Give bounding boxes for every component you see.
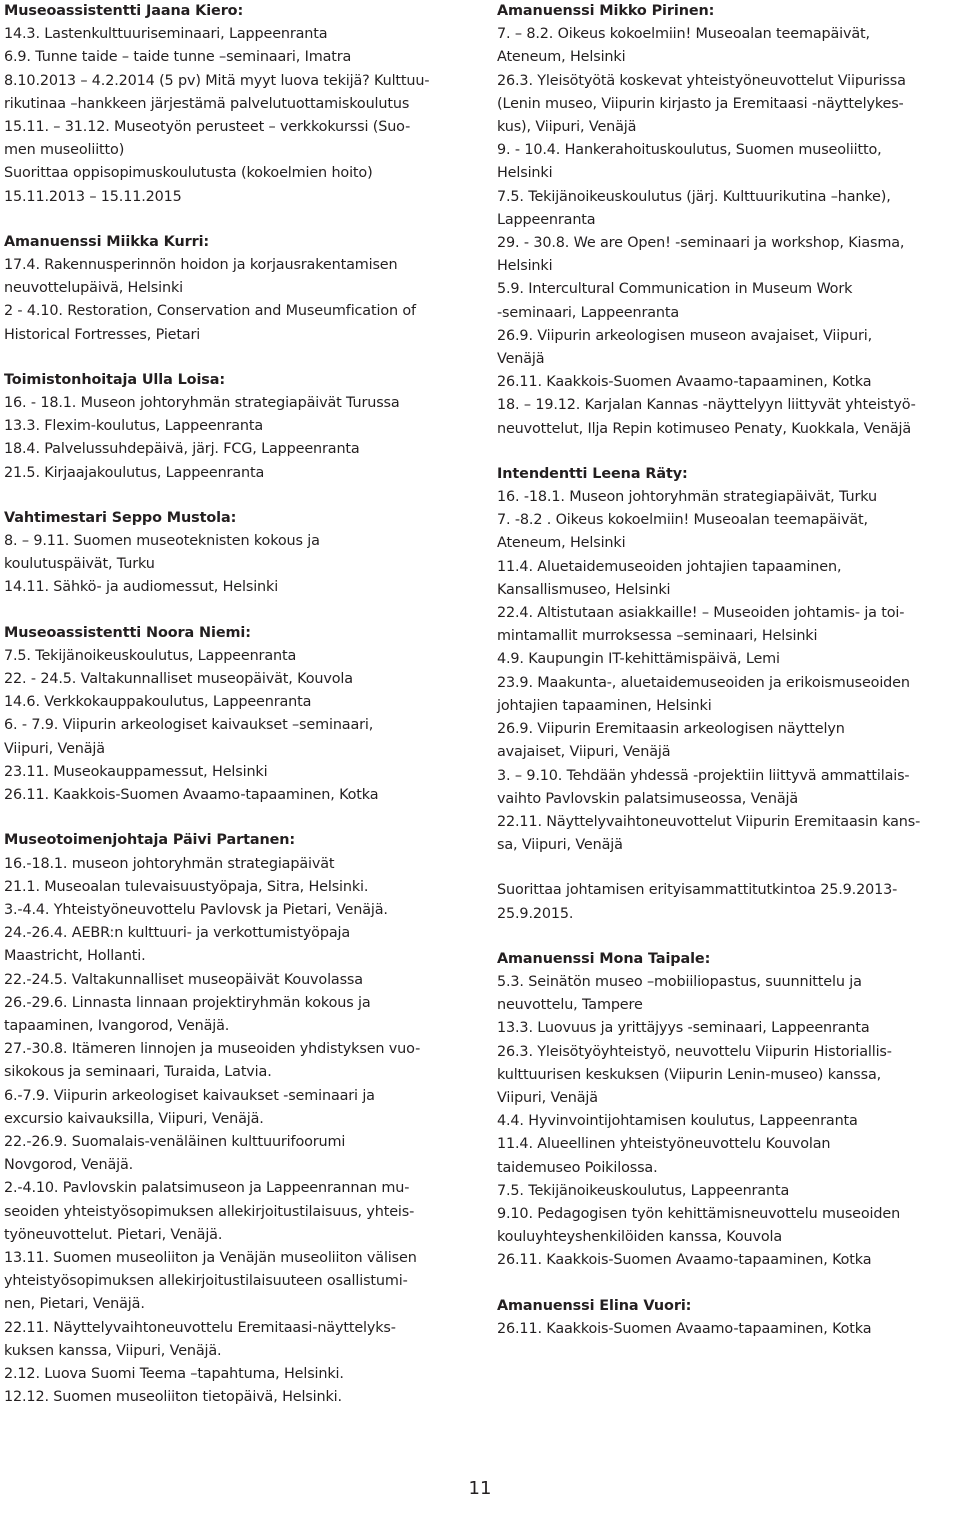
event-line: Venäjä <box>497 351 545 368</box>
event-line: 6. - 7.9. Viipurin arkeologiset kaivaukset –seminaari, <box>4 717 374 734</box>
event-line: nen, Pietari, Venäjä. <box>4 1296 145 1313</box>
event-line: kus), Viipuri, Venäjä <box>497 119 637 136</box>
event-line: 14.6. Verkkokauppakoulutus, Lappeenranta <box>4 694 312 711</box>
event-line: 14.11. Sähkö- ja audiomessut, Helsinki <box>4 579 279 596</box>
event-line: 3. – 9.10. Tehdään yhdessä -projektiin liittyvä ammattilais- <box>497 767 910 784</box>
event-line: 4.9. Kaupungin IT-kehittämispäivä, Lemi <box>497 651 780 668</box>
event-line: excursio kaivauksilla, Viipuri, Venäjä. <box>4 1110 264 1127</box>
event-line: 7. -8.2 . Oikeus kokoelmiin! Museoalan teemapäivät, <box>497 512 868 529</box>
event-line: 15.11. – 31.12. Museotyön perusteet – verkkokurssi (Suo- <box>4 119 411 136</box>
event-line: 26.11. Kaakkois-Suomen Avaamo-tapaaminen, Kotka <box>497 1320 872 1337</box>
event-line: 13.3. Luovuus ja yrittäjyys -seminaari, Lappeenranta <box>497 1020 870 1037</box>
event-line: (Lenin museo, Viipurin kirjasto ja Eremitaasi -näyttelykes- <box>497 95 904 112</box>
event-line: 3.-4.4. Yhteistyöneuvottelu Pavlovsk ja Pietari, Venäjä. <box>4 901 388 918</box>
staff-section <box>4 829 476 1409</box>
section-heading: Amanuenssi Mona Taipale: <box>497 950 711 967</box>
event-line: 26.3. Yleisötyötä koskevat yhteistyöneuvottelut Viipurissa <box>497 72 906 89</box>
event-line: kouluyhteyshenkilöiden kanssa, Kouvola <box>497 1229 782 1246</box>
event-line: 23.11. Museokauppamessut, Helsinki <box>4 763 268 780</box>
event-line: 5.3. Seinätön museo –mobiiliopastus, suunnittelu ja <box>497 973 862 990</box>
event-line: 23.9. Maakunta-, aluetaidemuseoiden ja erikoismuseoiden <box>497 674 910 691</box>
staff-section <box>497 1295 957 1341</box>
event-line: 2.12. Luova Suomi Teema –tapahtuma, Helsinki. <box>4 1365 344 1382</box>
event-line: taidemuseo Poikilossa. <box>497 1159 658 1176</box>
event-line: 16.-18.1. museon johtoryhmän strategiapäivät <box>4 855 335 872</box>
section-heading: Vahtimestari Seppo Mustola: <box>4 509 237 526</box>
event-line: neuvottelut, Ilja Repin kotimuseo Penaty, Kuokkala, Venäjä <box>497 420 912 437</box>
event-line: kulttuurisen keskuksen (Viipurin Lenin-museo) kanssa, <box>497 1066 882 1083</box>
event-line: 2 - 4.10. Restoration, Conservation and Museumfication of <box>4 303 416 320</box>
event-line: 6.-7.9. Viipurin arkeologiset kaivaukset -seminaari ja <box>4 1087 375 1104</box>
staff-section <box>4 369 476 485</box>
left-column <box>4 0 476 1409</box>
event-line: 14.3. Lastenkulttuuriseminaari, Lappeenranta <box>4 26 328 43</box>
event-line: 26.9. Viipurin arkeologisen museon avajaiset, Viipuri, <box>497 327 873 344</box>
right-column <box>497 0 957 1341</box>
event-line: vaihto Pavlovskin palatsimuseossa, Venäjä <box>497 790 799 807</box>
event-line: yhteistyösopimuksen allekirjoitustilaisuuteen osallistumi- <box>4 1273 408 1290</box>
event-line: men museoliitto) <box>4 142 125 159</box>
staff-section <box>497 0 957 441</box>
section-heading: Museoassistentti Jaana Kiero: <box>4 3 244 19</box>
event-line: -seminaari, Lappeenranta <box>497 304 680 321</box>
event-line: 13.11. Suomen museoliiton ja Venäjän museoliiton välisen <box>4 1249 417 1266</box>
staff-section <box>497 948 957 1273</box>
event-line: neuvottelu, Tampere <box>497 997 643 1014</box>
event-line: mintamallit murroksessa –seminaari, Helsinki <box>497 628 818 645</box>
section-heading: Amanuenssi Elina Vuori: <box>497 1297 692 1314</box>
event-line: 24.-26.4. AEBR:n kulttuuri- ja verkottumistyöpaja <box>4 925 350 942</box>
event-line: kuksen kanssa, Viipuri, Venäjä. <box>4 1342 222 1359</box>
event-line: 13.3. Flexim-koulutus, Lappeenranta <box>4 418 264 435</box>
event-line: 8. – 9.11. Suomen museoteknisten kokous ja <box>4 533 320 550</box>
section-heading: Intendentti Leena Räty: <box>497 465 688 482</box>
event-line: 22. - 24.5. Valtakunnalliset museopäivät, Kouvola <box>4 671 353 688</box>
event-line: 22.11. Näyttelyvaihtoneuvottelu Eremitaasi-näyttelyks- <box>4 1319 396 1336</box>
staff-section <box>4 0 476 209</box>
event-line: Ateneum, Helsinki <box>497 535 626 552</box>
event-line: Lappeenranta <box>497 211 596 228</box>
section-heading: Amanuenssi Miikka Kurri: <box>4 233 210 250</box>
event-line: 18. – 19.12. Karjalan Kannas -näyttelyyn liittyvät yhteistyö- <box>497 397 916 414</box>
event-line: 25.9.2015. <box>497 905 574 922</box>
event-line: 9. - 10.4. Hankerahoituskoulutus, Suomen museoliitto, <box>497 142 882 159</box>
event-line: 22.11. Näyttelyvaihtoneuvottelut Viipurin Eremitaasin kans- <box>497 813 921 830</box>
section-heading: Toimistonhoitaja Ulla Loisa: <box>4 371 226 388</box>
event-line: 22.-26.9. Suomalais-venäläinen kulttuurifoorumi <box>4 1133 346 1150</box>
event-line: 22.4. Altistutaan asiakkaille! – Museoiden johtamis- ja toi- <box>497 605 905 622</box>
event-line: 17.4. Rakennusperinnön hoidon ja korjausrakentamisen <box>4 257 398 274</box>
event-line: 16. -18.1. Museon johtoryhmän strategiapäivät, Turku <box>497 489 877 506</box>
event-line: 12.12. Suomen museoliiton tietopäivä, Helsinki. <box>4 1389 342 1406</box>
event-line: 21.1. Museoalan tulevaisuustyöpaja, Sitra, Helsinki. <box>4 878 369 895</box>
event-line: Novgorod, Venäjä. <box>4 1157 134 1174</box>
event-line: Maastricht, Hollanti. <box>4 948 146 965</box>
event-line: 5.9. Intercultural Communication in Museum Work <box>497 281 853 298</box>
event-line: 7.5. Tekijänoikeuskoulutus (järj. Kulttuurikutina –hanke), <box>497 188 891 205</box>
event-line: Suorittaa johtamisen erityisammattitutkintoa 25.9.2013- <box>497 882 898 899</box>
event-line: työneuvottelut. Pietari, Venäjä. <box>4 1226 223 1243</box>
event-line: Kansallismuseo, Helsinki <box>497 581 671 598</box>
event-line: sikokous ja seminaari, Turaida, Latvia. <box>4 1064 272 1081</box>
page-number: 11 <box>468 1478 492 1499</box>
event-line: 11.4. Aluetaidemuseoiden johtajien tapaaminen, <box>497 558 842 575</box>
event-line: 26.11. Kaakkois-Suomen Avaamo-tapaaminen, Kotka <box>4 787 379 804</box>
event-line: 26.11. Kaakkois-Suomen Avaamo-tapaaminen, Kotka <box>497 1252 872 1269</box>
event-line: sa, Viipuri, Venäjä <box>497 837 623 854</box>
event-line: 9.10. Pedagogisen työn kehittämisneuvottelu museoiden <box>497 1205 901 1222</box>
event-line: 29. - 30.8. We are Open! -seminaari ja workshop, Kiasma, <box>497 235 905 252</box>
event-line: 4.4. Hyvinvointijohtamisen koulutus, Lappeenranta <box>497 1113 858 1130</box>
event-line: Suorittaa oppisopimuskoulutusta (kokoelmien hoito) <box>4 165 373 182</box>
event-line: tapaaminen, Ivangorod, Venäjä. <box>4 1017 230 1034</box>
event-line: rikutinaa –hankkeen järjestämä palvelutuottamiskoulutus <box>4 95 410 112</box>
event-line: 15.11.2013 – 15.11.2015 <box>4 188 182 205</box>
event-line: 21.5. Kirjaajakoulutus, Lappeenranta <box>4 464 265 481</box>
staff-section <box>497 463 957 857</box>
event-line: 7.5. Tekijänoikeuskoulutus, Lappeenranta <box>497 1182 790 1199</box>
event-line: 26.3. Yleisötyöyhteistyö, neuvottelu Viipurin Historiallis- <box>497 1043 892 1060</box>
event-line: Historical Fortresses, Pietari <box>4 326 201 343</box>
section-heading: Amanuenssi Mikko Pirinen: <box>497 3 715 19</box>
event-line: seoiden yhteistyösopimuksen allekirjoitustilaisuus, yhteis- <box>4 1203 415 1220</box>
event-line: 26.11. Kaakkois-Suomen Avaamo-tapaaminen, Kotka <box>497 374 872 391</box>
event-line: 27.-30.8. Itämeren linnojen ja museoiden yhdistyksen vuo- <box>4 1041 421 1058</box>
event-line: koulutuspäivät, Turku <box>4 556 155 573</box>
event-line: 11.4. Alueellinen yhteistyöneuvottelu Kouvolan <box>497 1136 831 1153</box>
event-line: 18.4. Palvelussuhdepäivä, järj. FCG, Lappeenranta <box>4 441 360 458</box>
event-line: 6.9. Tunne taide – taide tunne –seminaari, Imatra <box>4 49 352 66</box>
staff-section <box>4 622 476 808</box>
event-line: neuvottelupäivä, Helsinki <box>4 280 183 297</box>
event-line: 7. – 8.2. Oikeus kokoelmiin! Museoalan teemapäivät, <box>497 26 870 43</box>
event-line: Helsinki <box>497 258 553 275</box>
event-line: johtajien tapaaminen, Helsinki <box>497 697 712 714</box>
event-line: Ateneum, Helsinki <box>497 49 626 66</box>
event-line: avajaiset, Viipuri, Venäjä <box>497 744 671 761</box>
event-line: Viipuri, Venäjä <box>4 740 105 757</box>
event-line: 2.-4.10. Pavlovskin palatsimuseon ja Lappeenrannan mu- <box>4 1180 410 1197</box>
staff-section <box>497 879 957 925</box>
event-line: 7.5. Tekijänoikeuskoulutus, Lappeenranta <box>4 647 297 664</box>
event-line: 22.-24.5. Valtakunnalliset museopäivät Kouvolassa <box>4 971 363 988</box>
staff-section <box>4 231 476 347</box>
event-line: 8.10.2013 – 4.2.2014 (5 pv) Mitä myyt luova tekijä? Kulttuu- <box>4 72 430 89</box>
event-line: 26.9. Viipurin Eremitaasin arkeologisen näyttelyn <box>497 721 845 738</box>
section-heading: Museoassistentti Noora Niemi: <box>4 624 251 641</box>
section-heading: Museotoimenjohtaja Päivi Partanen: <box>4 832 296 849</box>
event-line: 26.-29.6. Linnasta linnaan projektiryhmän kokous ja <box>4 994 371 1011</box>
staff-section <box>4 507 476 600</box>
event-line: Helsinki <box>497 165 553 182</box>
event-line: Viipuri, Venäjä <box>497 1089 598 1106</box>
event-line: 16. - 18.1. Museon johtoryhmän strategiapäivät Turussa <box>4 395 400 412</box>
